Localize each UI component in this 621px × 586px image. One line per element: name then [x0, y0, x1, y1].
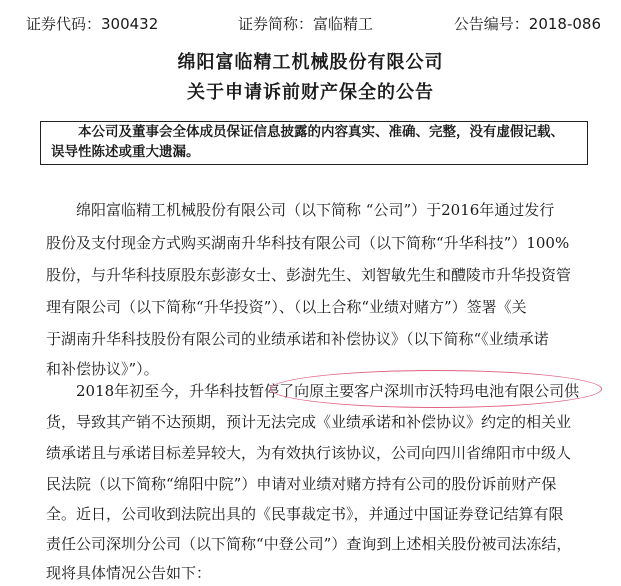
company-title: 绵阳富临精工机械股份有限公司 — [177, 52, 444, 73]
paragraph-2-line: 责任公司深圳分公司（以下简称“中登公司”）查询到上述相关股份被司法冻结， — [46, 535, 572, 553]
announcement-header — [26, 12, 601, 36]
paragraph-1-line: 和补偿协议》”）。 — [46, 360, 159, 378]
disclosure-statement-box — [40, 121, 588, 165]
paragraph-2-line: 现将具体情况公告如下： — [46, 564, 212, 582]
announcement-number: 公告编号：2018-086 — [453, 15, 601, 33]
paragraph-1-line: 股份，与升华科技原股东彭澎女士、彭澍先生、刘智敏先生和醴陵市升华投资管 — [46, 266, 572, 284]
paragraph-1-line: 绵阳富临精工机械股份有限公司（以下简称 “公司”）于2016年通过发行 — [76, 201, 555, 219]
paragraph-2-line: 2018年初至今，升华科技暂停了向原主要客户深圳市沃特玛电池有限公司供 — [76, 382, 580, 400]
security-short-name: 证券简称：富临精工 — [238, 15, 374, 33]
paragraph-2-line: 全。近日，公司收到法院出具的《民事裁定书》，并通过中国证券登记结算有限 — [46, 505, 564, 523]
statement-line-2: 误导性陈述或重大遗漏。 — [51, 144, 200, 160]
statement-line-1: 本公司及董事会全体成员保证信息披露的内容真实、准确、完整，没有虚假记载、 — [78, 124, 564, 140]
security-code: 证券代码：300432 — [26, 15, 159, 33]
paragraph-1-line: 理有限公司（以下简称“升华投资”）、（以上合称“业绩对赌方”）签署《关 — [46, 298, 527, 316]
announcement-title: 关于申请诉前财产保全的公告 — [187, 82, 434, 103]
paragraph-2-line: 货，导致其产销不达预期，预计无法完成《业绩承诺和补偿协议》约定的相关业 — [46, 413, 572, 431]
paragraph-1-line: 股份及支付现金方式购买湖南升华科技有限公司（以下简称“升华科技”）100% — [46, 234, 570, 252]
paragraph-1-line: 于湖南升华科技股份有限公司的业绩承诺和补偿协议》（以下简称“《业绩承诺 — [46, 330, 549, 348]
paragraph-2-line: 民法院（以下简称“绵阳中院”）申请对业绩对赌方持有公司的股份诉前财产保 — [46, 475, 557, 493]
paragraph-2-line: 绩承诺且与承诺目标差异较大，为有效执行该协议，公司向四川省绵阳市中级人 — [46, 444, 572, 462]
